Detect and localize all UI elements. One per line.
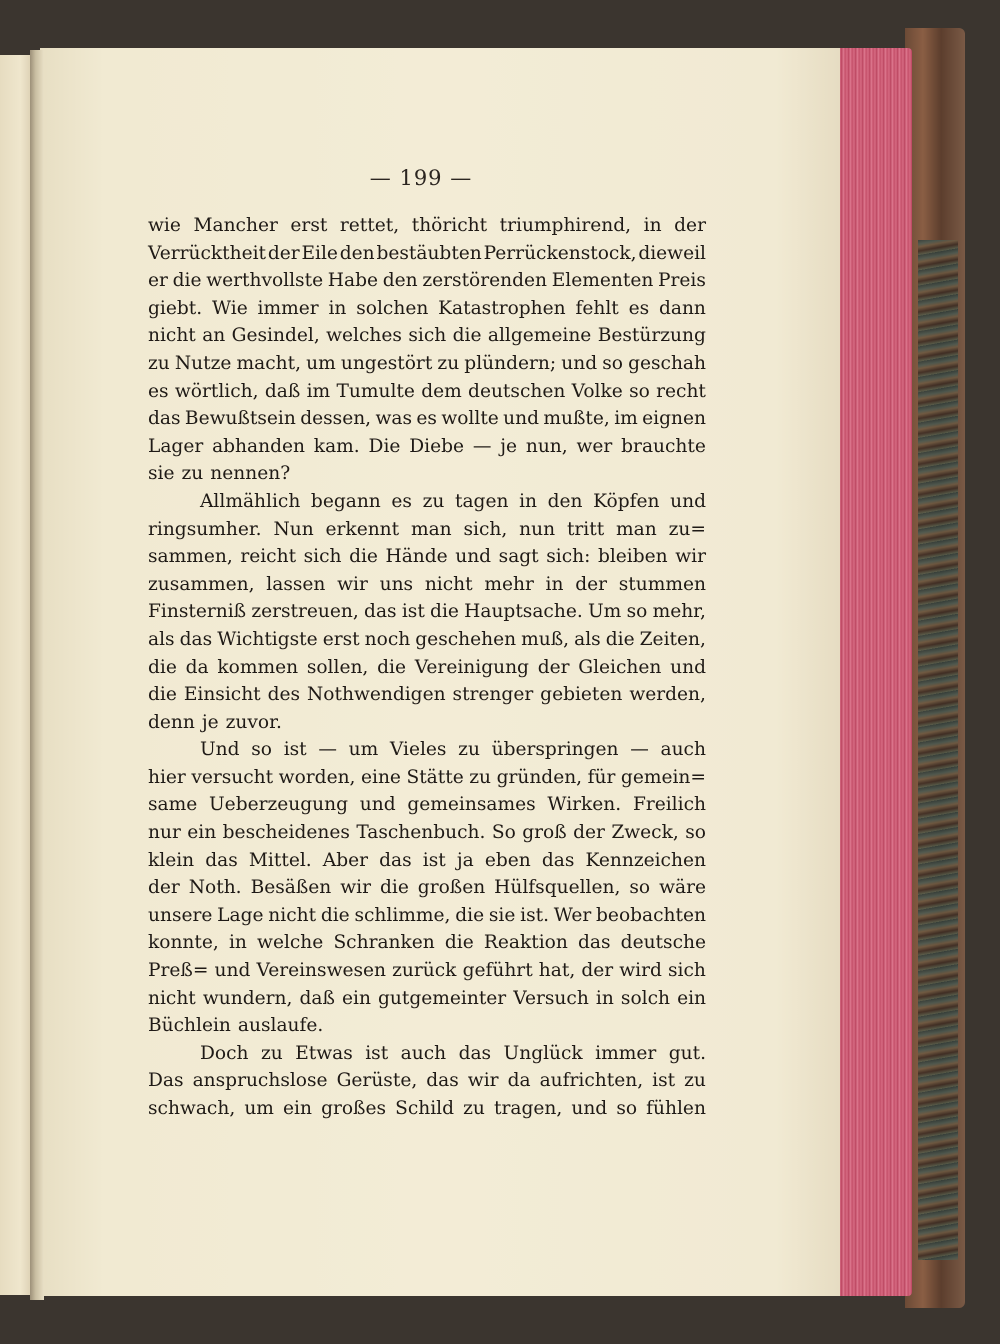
text-line: er die werthvollste Habe den zerstörenden Elementen Preis xyxy=(148,270,706,292)
text-line: klein das Mittel. Aber das ist ja eben das Kennzeichen xyxy=(148,849,706,871)
text-line: wie Mancher erst rettet, thöricht triumphirend, in der xyxy=(148,215,706,236)
text-line: hier versucht worden, eine Stätte zu gründen, für gemein= xyxy=(148,766,706,788)
text-line: Lager abhanden kam. Die Diebe — je nun, wer brauchte xyxy=(148,435,706,457)
text-line: das Bewußtsein dessen, was es wollte und mußte, im eignen xyxy=(148,408,706,430)
text-line: Preß= und Vereinswesen zurück geführt hat, der wird sich xyxy=(148,960,706,982)
text-line: Verrücktheit der Eile den bestäubten Perrückenstock, dieweil xyxy=(148,242,706,264)
text-line: unsere Lage nicht die schlimme, die sie ist. Wer beobachten xyxy=(148,904,706,926)
red-page-edges xyxy=(838,48,912,1296)
text-line: Allmählich begann es zu tagen in den Köpfen und xyxy=(200,490,706,512)
text-line: nicht wundern, daß ein gutgemeinter Versuch in solch ein xyxy=(148,987,706,1009)
text-line: denn je zuvor. xyxy=(148,711,282,733)
page-number: — 199 — xyxy=(369,166,473,190)
text-line: die da kommen sollen, die Vereinigung der Gleichen und xyxy=(148,656,706,678)
text-line: Und so ist — um Vieles zu überspringen — auch xyxy=(200,739,706,761)
text-line: giebt. Wie immer in solchen Katastrophen fehlt es dann xyxy=(148,297,706,319)
body-text xyxy=(148,212,706,1123)
text-line: ringsumher. Nun erkennt man sich, nun tritt man zu= xyxy=(148,518,706,540)
text-line: Doch zu Etwas ist auch das Unglück immer gut. xyxy=(200,1042,706,1064)
text-line: sammen, reicht sich die Hände und sagt sich: bleiben wir xyxy=(148,546,706,568)
text-line: zu Nutze macht, um ungestört zu plündern; und so geschah xyxy=(148,352,706,374)
text-line: nicht an Gesindel, welches sich die allgemeine Bestürzung xyxy=(148,325,706,347)
text-line: es wörtlich, daß im Tumulte dem deutschen Volke so recht xyxy=(148,380,706,402)
text-line: Büchlein auslaufe. xyxy=(148,1015,324,1037)
text-line: Finsterniß zerstreuen, das ist die Hauptsache. Um so mehr, xyxy=(148,601,706,623)
marbled-cover xyxy=(918,240,958,1260)
text-line: Das anspruchslose Gerüste, das wir da aufrichten, ist zu xyxy=(148,1070,706,1092)
text-line: als das Wichtigste erst noch geschehen muß, als die Zeiten, xyxy=(148,628,706,650)
text-line: der Noth. Besäßen wir die großen Hülfsquellen, so wäre xyxy=(148,877,706,899)
page-gutter xyxy=(30,50,44,1300)
text-line: nur ein bescheidenes Taschenbuch. So groß der Zweck, so xyxy=(148,822,706,844)
text-line: sie zu nennen? xyxy=(148,463,291,485)
text-line: die Einsicht des Nothwendigen strenger gebieten werden, xyxy=(148,684,706,706)
text-line: same Ueberzeugung und gemeinsames Wirken. Freilich xyxy=(148,794,706,816)
facing-page xyxy=(0,55,34,1295)
text-line: zusammen, lassen wir uns nicht mehr in der stummen xyxy=(148,573,706,595)
text-line: schwach, um ein großes Schild zu tragen, und so fühlen xyxy=(148,1098,706,1119)
text-line: konnte, in welche Schranken die Reaktion das deutsche xyxy=(148,932,706,954)
